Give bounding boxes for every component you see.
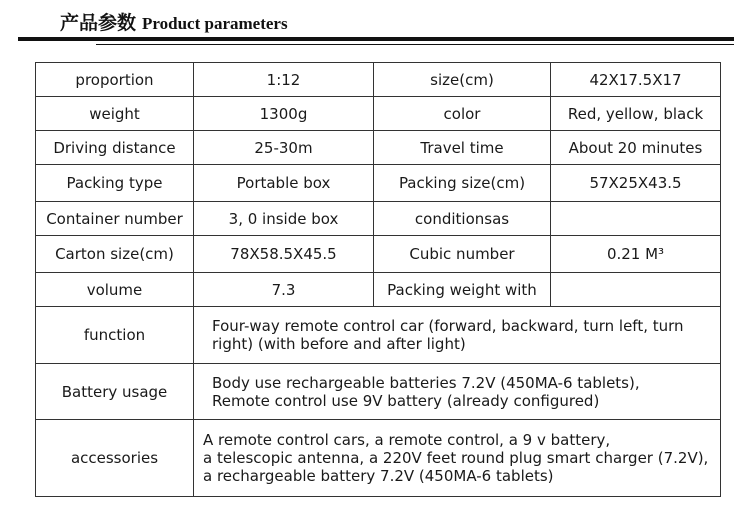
param-value: 78X58.5X45.5: [194, 236, 374, 273]
table-row: [36, 165, 721, 202]
function-line: right) (with before and after light): [212, 335, 466, 353]
table-row: [36, 131, 721, 165]
accessories-line: A remote control cars, a remote control, a 9 v battery,: [203, 431, 611, 449]
param-label: conditionsas: [374, 202, 551, 236]
table-row-accessories: [36, 420, 721, 497]
battery-description: [194, 364, 721, 420]
function-description: [194, 307, 721, 364]
param-value: 1300g: [194, 97, 374, 131]
param-value: Portable box: [194, 165, 374, 202]
param-label: Packing weight with: [374, 273, 551, 307]
param-label: Travel time: [374, 131, 551, 165]
param-label: Packing type: [36, 165, 194, 202]
param-label: weight: [36, 97, 194, 131]
param-label: Container number: [36, 202, 194, 236]
param-value: 57X25X43.5: [551, 165, 721, 202]
table-row: [36, 236, 721, 273]
table-row: [36, 63, 721, 97]
param-label: volume: [36, 273, 194, 307]
param-label: size(cm): [374, 63, 551, 97]
param-value: 3, 0 inside box: [194, 202, 374, 236]
param-label: Driving distance: [36, 131, 194, 165]
param-label: proportion: [36, 63, 194, 97]
param-value: [551, 273, 721, 307]
param-value: Red, yellow, black: [551, 97, 721, 131]
param-label: Carton size(cm): [36, 236, 194, 273]
param-value: About 20 minutes: [551, 131, 721, 165]
param-value: 7.3: [194, 273, 374, 307]
table-row: [36, 273, 721, 307]
accessories-line: a telescopic antenna, a 220V feet round plug smart charger (7.2V),: [203, 449, 709, 467]
function-line: Four-way remote control car (forward, backward, turn left, turn: [212, 317, 684, 335]
table-row-battery: [36, 364, 721, 420]
page-header: [60, 8, 288, 36]
battery-line: Body use rechargeable batteries 7.2V (450MA-6 tablets),: [212, 373, 640, 392]
accessories-label: accessories: [36, 420, 194, 497]
table-row: [36, 97, 721, 131]
param-value: 25-30m: [194, 131, 374, 165]
header-title-english: Product parameters: [142, 14, 288, 33]
table-row: [36, 202, 721, 236]
param-value: 42X17.5X17: [551, 63, 721, 97]
param-label: Cubic number: [374, 236, 551, 273]
battery-label: Battery usage: [36, 364, 194, 420]
accessories-line: a rechargeable battery 7.2V (450MA-6 tablets): [203, 467, 554, 485]
param-label: Packing size(cm): [374, 165, 551, 202]
table-row-function: [36, 307, 721, 364]
header-title-chinese: 产品参数: [60, 12, 137, 34]
param-value: 0.21 M³: [551, 236, 721, 273]
header-rule-thick: [18, 37, 734, 41]
param-value: 1:12: [194, 63, 374, 97]
param-label: color: [374, 97, 551, 131]
accessories-description: [194, 420, 721, 497]
product-parameters-table: [35, 62, 721, 497]
header-rule-thin: [96, 44, 734, 45]
param-value: [551, 202, 721, 236]
function-label: function: [36, 307, 194, 364]
battery-line: Remote control use 9V battery (already configured): [212, 391, 600, 410]
